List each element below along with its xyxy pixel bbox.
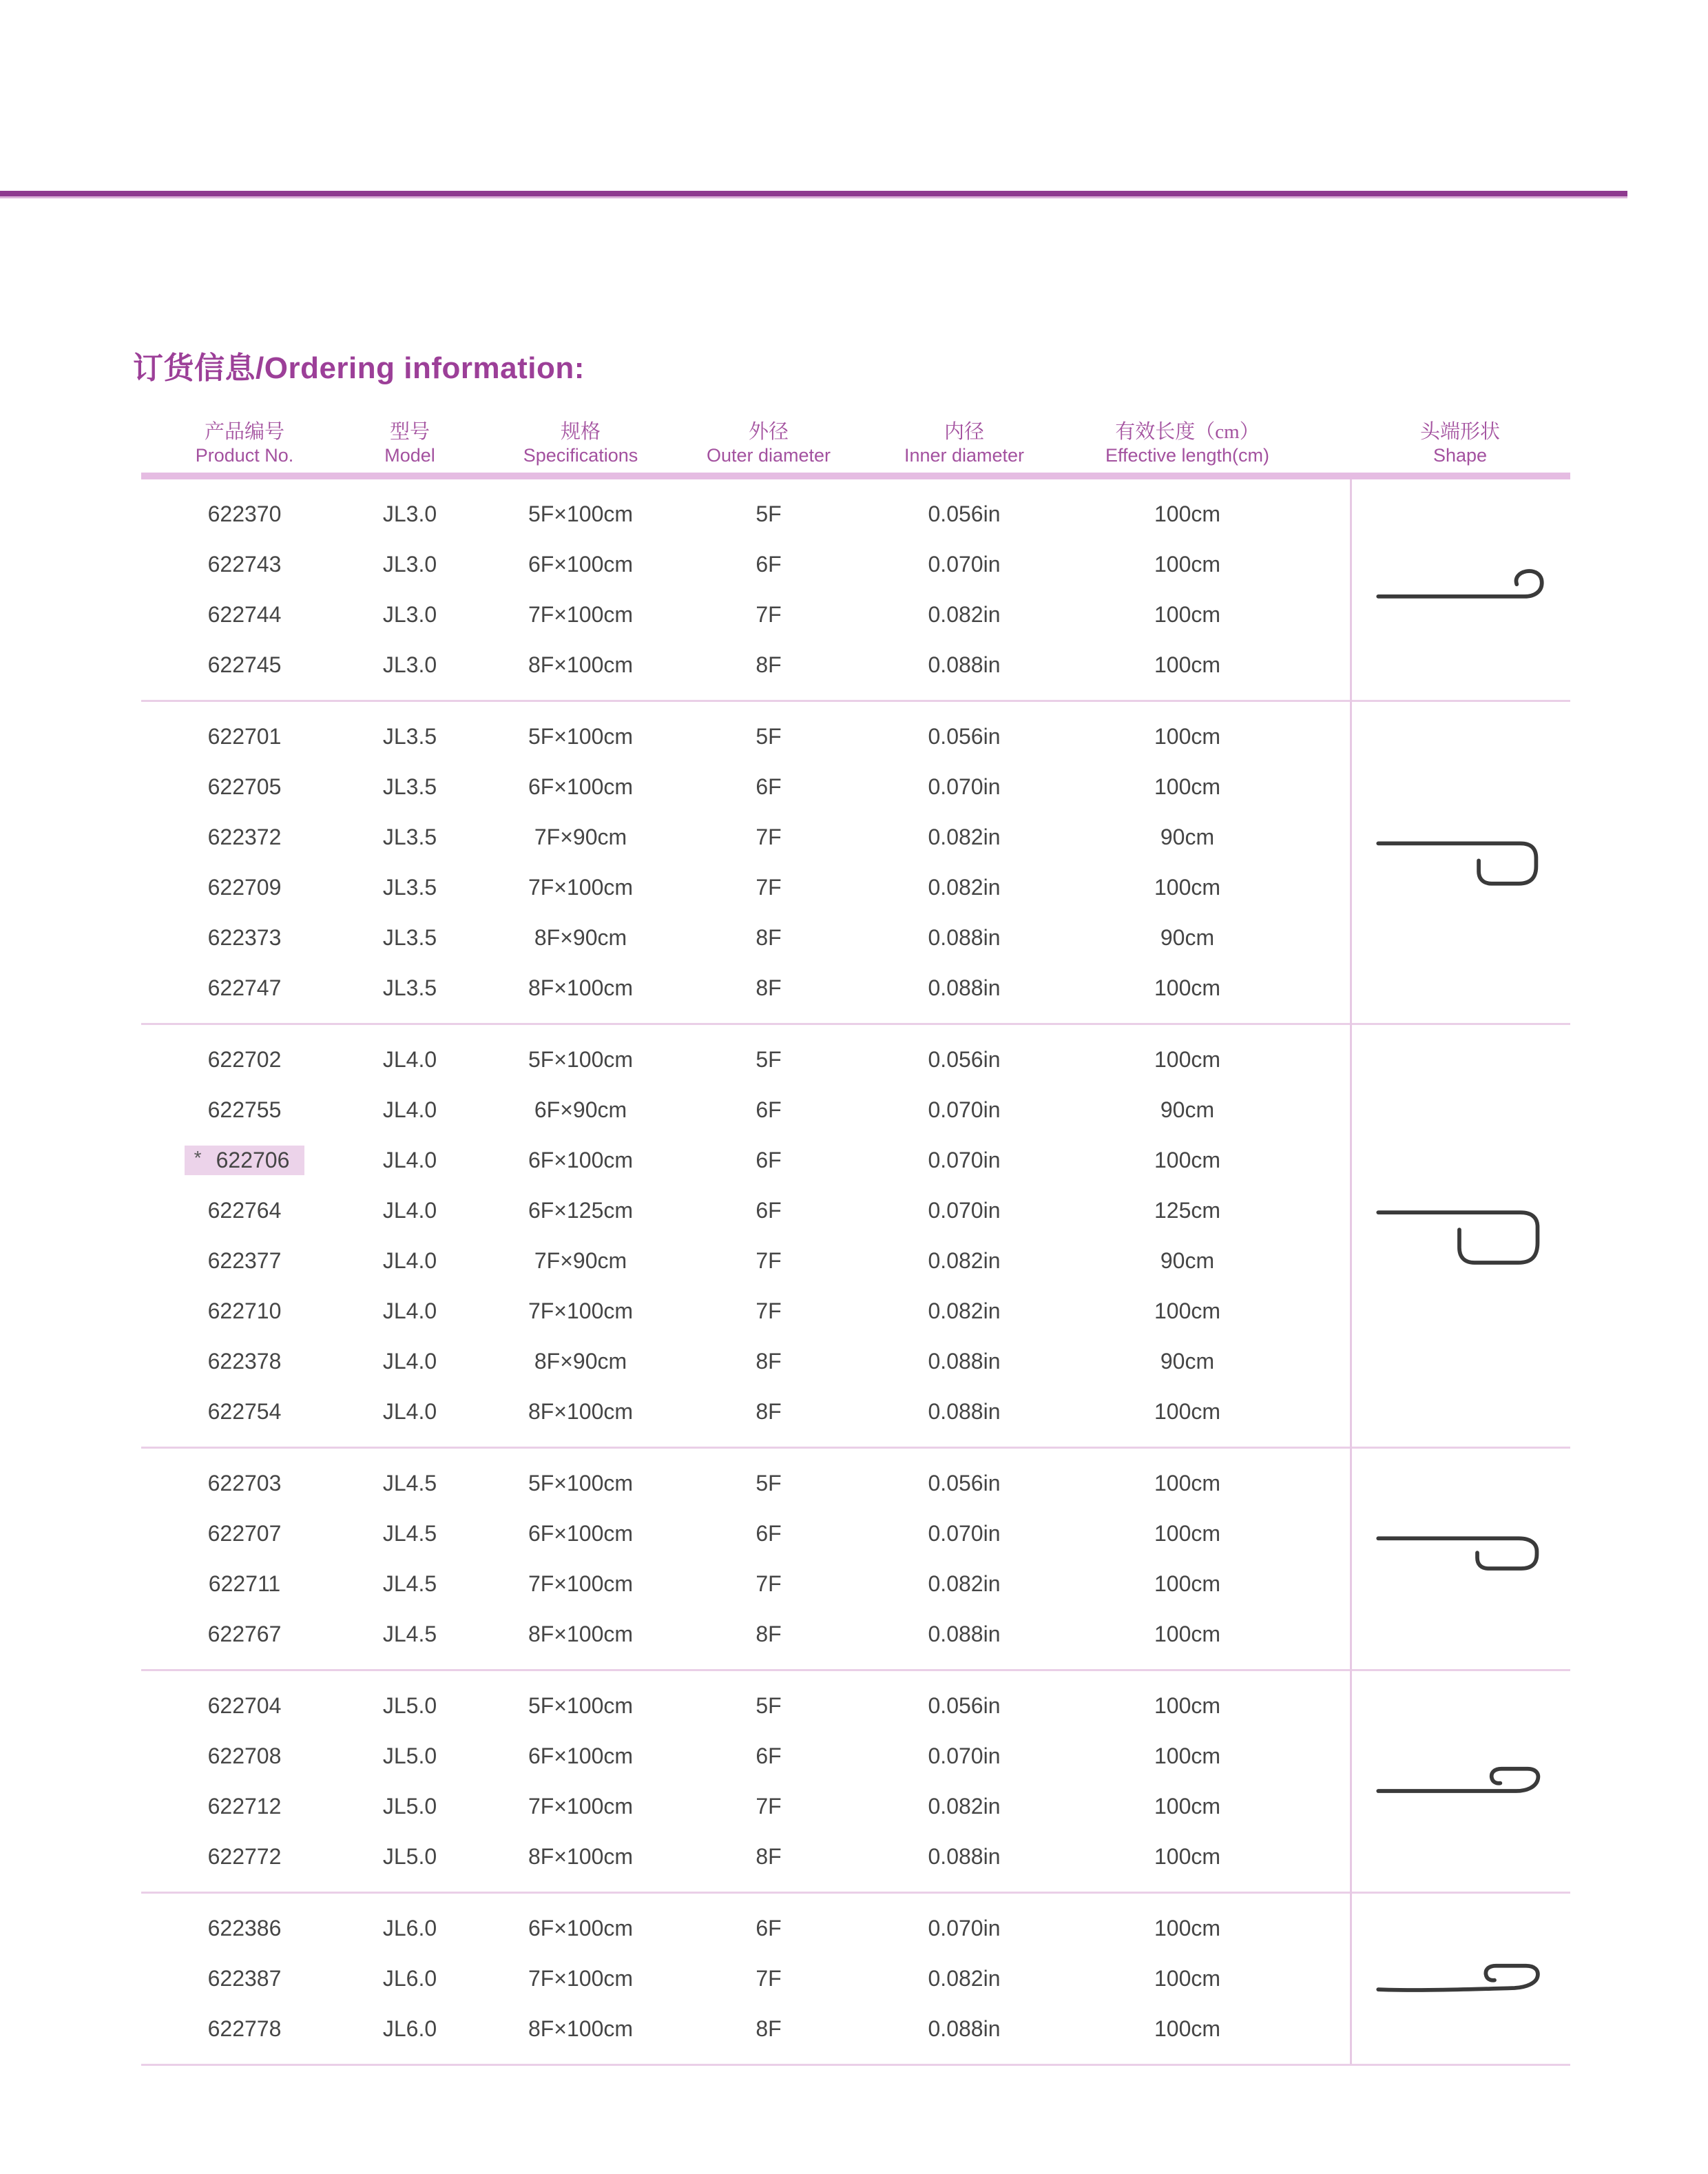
spec-cell: 5F×100cm — [528, 1693, 634, 1718]
model-cell: JL4.5 — [382, 1521, 437, 1546]
product-no-cell: 622747 — [207, 975, 282, 1000]
outer-diameter-cell: 7F — [756, 1248, 782, 1273]
product-no-cell: 622387 — [207, 1966, 282, 1991]
outer-diameter-cell: 8F — [756, 1622, 782, 1646]
product-no-cell: 622372 — [207, 825, 282, 849]
outer-diameter-cell: 7F — [756, 1794, 782, 1819]
spec-cell: 6F×100cm — [528, 1916, 634, 1940]
model-cell: JL6.0 — [382, 1966, 437, 1991]
product-no-cell: 622743 — [207, 552, 282, 577]
column-header-outer-diameter — [689, 420, 848, 473]
effective-length-cell: 100cm — [1154, 1693, 1221, 1718]
column-header-effective-length-en: Effective length(cm) — [1105, 445, 1270, 466]
outer-diameter-cell: 7F — [756, 1571, 782, 1596]
effective-length-cell: 100cm — [1154, 1794, 1221, 1819]
model-cell: JL3.0 — [382, 652, 437, 677]
product-no-cell: 622708 — [207, 1743, 282, 1768]
catheter-tip-shape-icon-loop-up-medium — [1350, 1894, 1570, 2064]
effective-length-cell: 90cm — [1160, 925, 1215, 950]
spec-cell: 7F×100cm — [528, 1571, 634, 1596]
effective-length-cell: 100cm — [1154, 1298, 1221, 1323]
effective-length-cell: 100cm — [1154, 1916, 1221, 1940]
inner-diameter-cell: 0.056in — [928, 1047, 1001, 1072]
product-no-cell: 622772 — [207, 1844, 282, 1869]
model-cell: JL3.5 — [382, 774, 437, 799]
spec-cell: 6F×100cm — [528, 774, 634, 799]
outer-diameter-cell: 6F — [756, 1521, 782, 1546]
highlighted-product-badge — [185, 1146, 305, 1175]
spec-cell: 7F×100cm — [528, 875, 634, 900]
effective-length-cell: 100cm — [1154, 1571, 1221, 1596]
spec-cell: 5F×100cm — [528, 1471, 634, 1495]
outer-diameter-cell: 6F — [756, 1916, 782, 1940]
effective-length-cell: 100cm — [1154, 1521, 1221, 1546]
column-header-outer-diameter-zh: 外径 — [748, 421, 789, 443]
outer-diameter-cell: 6F — [756, 1148, 782, 1172]
effective-length-cell: 90cm — [1160, 825, 1215, 849]
product-no-cell: 622703 — [207, 1471, 282, 1495]
model-cell: JL4.0 — [382, 1097, 437, 1122]
catheter-tip-shape-icon-loop-down-medium — [1350, 702, 1570, 1023]
model-cell: JL4.0 — [382, 1298, 437, 1323]
table-header-row — [0, 413, 1708, 473]
effective-length-cell: 90cm — [1160, 1349, 1215, 1374]
column-header-model — [348, 420, 472, 473]
product-no-cell: 622778 — [207, 2016, 282, 2041]
model-cell: JL6.0 — [382, 1916, 437, 1940]
inner-diameter-cell: 0.088in — [928, 652, 1001, 677]
product-no-cell: 622767 — [207, 1622, 282, 1646]
outer-diameter-cell: 8F — [756, 925, 782, 950]
outer-diameter-cell: 7F — [756, 875, 782, 900]
outer-diameter-cell: 6F — [756, 552, 782, 577]
inner-diameter-cell: 0.088in — [928, 2016, 1001, 2041]
product-no-cell: 622764 — [207, 1198, 282, 1223]
model-group-JL5.0 — [0, 1671, 1708, 1892]
header-underline — [141, 473, 1570, 479]
inner-diameter-cell: 0.088in — [928, 1399, 1001, 1424]
ordering-table — [0, 413, 1708, 2066]
column-header-specifications-zh: 规格 — [560, 421, 601, 443]
outer-diameter-cell: 6F — [756, 774, 782, 799]
model-cell: JL3.5 — [382, 825, 437, 849]
column-header-shape-en: Shape — [1433, 445, 1488, 466]
model-cell: JL4.0 — [382, 1198, 437, 1223]
model-cell: JL4.0 — [382, 1148, 437, 1172]
spec-cell: 6F×100cm — [528, 1521, 634, 1546]
inner-diameter-cell: 0.082in — [928, 1966, 1001, 1991]
column-header-product-no-en: Product No. — [195, 445, 294, 466]
model-cell: JL3.5 — [382, 975, 437, 1000]
effective-length-cell: 90cm — [1160, 1097, 1215, 1122]
product-no-cell — [141, 1146, 348, 1175]
outer-diameter-cell: 8F — [756, 2016, 782, 2041]
outer-diameter-cell: 7F — [756, 1966, 782, 1991]
outer-diameter-cell: 8F — [756, 975, 782, 1000]
inner-diameter-cell: 0.056in — [928, 501, 1001, 526]
product-no-cell: 622378 — [207, 1349, 282, 1374]
model-group-JL4.0 — [0, 1025, 1708, 1447]
inner-diameter-cell: 0.056in — [928, 1471, 1001, 1495]
column-header-effective-length — [1081, 420, 1294, 473]
model-group-JL3.5 — [0, 702, 1708, 1023]
outer-diameter-cell: 8F — [756, 1399, 782, 1424]
spec-cell: 5F×100cm — [528, 724, 634, 749]
inner-diameter-cell: 0.088in — [928, 1622, 1001, 1646]
outer-diameter-cell: 8F — [756, 652, 782, 677]
spec-cell: 8F×100cm — [528, 975, 634, 1000]
model-cell: JL6.0 — [382, 2016, 437, 2041]
effective-length-cell: 100cm — [1154, 501, 1221, 526]
product-no-cell: 622707 — [207, 1521, 282, 1546]
model-cell: JL4.0 — [382, 1349, 437, 1374]
spec-cell: 6F×125cm — [528, 1198, 634, 1223]
model-cell: JL5.0 — [382, 1794, 437, 1819]
effective-length-cell: 100cm — [1154, 652, 1221, 677]
model-cell: JL4.5 — [382, 1571, 437, 1596]
outer-diameter-cell: 7F — [756, 825, 782, 849]
spec-cell: 6F×100cm — [528, 552, 634, 577]
column-header-inner-diameter-zh: 内径 — [944, 421, 984, 443]
inner-diameter-cell: 0.082in — [928, 1298, 1001, 1323]
asterisk-marker: * — [194, 1147, 202, 1168]
spec-cell: 7F×100cm — [528, 602, 634, 627]
model-cell: JL3.0 — [382, 501, 437, 526]
effective-length-cell: 100cm — [1154, 2016, 1221, 2041]
spec-cell: 8F×100cm — [528, 1399, 634, 1424]
model-cell: JL3.0 — [382, 552, 437, 577]
column-header-effective-length-zh: 有效长度（cm） — [1115, 421, 1260, 443]
column-header-outer-diameter-en: Outer diameter — [706, 445, 831, 466]
spec-cell: 7F×100cm — [528, 1298, 634, 1323]
spec-cell: 8F×100cm — [528, 1622, 634, 1646]
inner-diameter-cell: 0.082in — [928, 1248, 1001, 1273]
inner-diameter-cell: 0.082in — [928, 602, 1001, 627]
product-no-cell: 622705 — [207, 774, 282, 799]
model-cell: JL4.5 — [382, 1622, 437, 1646]
model-cell: JL4.0 — [382, 1047, 437, 1072]
outer-diameter-cell: 7F — [756, 602, 782, 627]
top-divider-rule — [0, 191, 1627, 198]
column-header-inner-diameter-en: Inner diameter — [904, 445, 1025, 466]
spec-cell: 6F×90cm — [534, 1097, 627, 1122]
catheter-tip-shape-icon-loop-up-small — [1350, 1671, 1570, 1892]
model-group-JL4.5 — [0, 1449, 1708, 1669]
effective-length-cell: 100cm — [1154, 1743, 1221, 1768]
product-no-cell: 622386 — [207, 1916, 282, 1940]
model-cell: JL4.0 — [382, 1399, 437, 1424]
inner-diameter-cell: 0.082in — [928, 1571, 1001, 1596]
outer-diameter-cell: 5F — [756, 1471, 782, 1495]
inner-diameter-cell: 0.056in — [928, 1693, 1001, 1718]
column-header-specifications-en: Specifications — [523, 445, 638, 466]
effective-length-cell: 100cm — [1154, 552, 1221, 577]
model-cell: JL5.0 — [382, 1743, 437, 1768]
spec-cell: 8F×100cm — [528, 652, 634, 677]
model-group-JL3.0 — [0, 479, 1708, 700]
effective-length-cell: 100cm — [1154, 1047, 1221, 1072]
product-no-cell: 622755 — [207, 1097, 282, 1122]
inner-diameter-cell: 0.070in — [928, 1916, 1001, 1940]
outer-diameter-cell: 6F — [756, 1097, 782, 1122]
product-no-cell: 622702 — [207, 1047, 282, 1072]
inner-diameter-cell: 0.082in — [928, 825, 1001, 849]
table-body — [0, 479, 1708, 2066]
product-no-cell: 622744 — [207, 602, 282, 627]
model-cell: JL3.5 — [382, 724, 437, 749]
product-no-value: 622706 — [216, 1148, 290, 1172]
inner-diameter-cell: 0.088in — [928, 975, 1001, 1000]
effective-length-cell: 100cm — [1154, 602, 1221, 627]
inner-diameter-cell: 0.070in — [928, 1521, 1001, 1546]
effective-length-cell: 100cm — [1154, 1399, 1221, 1424]
spec-cell: 8F×100cm — [528, 1844, 634, 1869]
effective-length-cell: 100cm — [1154, 774, 1221, 799]
catheter-tip-shape-icon-loop-down-long-flat — [1350, 1449, 1570, 1669]
catheter-tip-shape-icon-tip-hook-up-small — [1350, 479, 1570, 700]
effective-length-cell: 100cm — [1154, 975, 1221, 1000]
inner-diameter-cell: 0.070in — [928, 774, 1001, 799]
effective-length-cell: 100cm — [1154, 724, 1221, 749]
product-no-cell: 622701 — [207, 724, 282, 749]
spec-cell: 5F×100cm — [528, 1047, 634, 1072]
shape-column-divider — [1350, 479, 1352, 2064]
model-cell: JL5.0 — [382, 1844, 437, 1869]
group-separator-line — [141, 2064, 1570, 2066]
spec-cell: 7F×100cm — [528, 1794, 634, 1819]
effective-length-cell: 100cm — [1154, 1148, 1221, 1172]
inner-diameter-cell: 0.088in — [928, 1844, 1001, 1869]
spec-cell: 8F×90cm — [534, 1349, 627, 1374]
spec-cell: 7F×90cm — [534, 1248, 627, 1273]
product-no-cell: 622704 — [207, 1693, 282, 1718]
outer-diameter-cell: 5F — [756, 1693, 782, 1718]
spec-cell: 7F×100cm — [528, 1966, 634, 1991]
model-cell: JL4.0 — [382, 1248, 437, 1273]
outer-diameter-cell: 8F — [756, 1349, 782, 1374]
effective-length-cell: 100cm — [1154, 1844, 1221, 1869]
spec-cell: 5F×100cm — [528, 501, 634, 526]
model-cell: JL3.5 — [382, 925, 437, 950]
inner-diameter-cell: 0.088in — [928, 925, 1001, 950]
product-no-cell: 622711 — [208, 1571, 281, 1596]
inner-diameter-cell: 0.070in — [928, 1148, 1001, 1172]
column-header-shape — [1350, 420, 1570, 473]
outer-diameter-cell: 6F — [756, 1198, 782, 1223]
product-no-cell: 622377 — [207, 1248, 282, 1273]
product-no-cell: 622712 — [207, 1794, 282, 1819]
product-no-cell: 622745 — [207, 652, 282, 677]
effective-length-cell: 90cm — [1160, 1248, 1215, 1273]
model-cell: JL3.5 — [382, 875, 437, 900]
inner-diameter-cell: 0.070in — [928, 1743, 1001, 1768]
outer-diameter-cell: 8F — [756, 1844, 782, 1869]
inner-diameter-cell: 0.056in — [928, 724, 1001, 749]
catheter-tip-shape-icon-loop-down-large — [1350, 1025, 1570, 1447]
product-no-cell: 622754 — [207, 1399, 282, 1424]
outer-diameter-cell: 7F — [756, 1298, 782, 1323]
model-cell: JL4.5 — [382, 1471, 437, 1495]
column-header-inner-diameter — [848, 420, 1081, 473]
column-header-shape-zh: 头端形状 — [1419, 421, 1500, 443]
outer-diameter-cell: 5F — [756, 724, 782, 749]
column-header-model-en: Model — [384, 445, 435, 466]
outer-diameter-cell: 5F — [756, 501, 782, 526]
inner-diameter-cell: 0.088in — [928, 1349, 1001, 1374]
product-no-cell: 622373 — [207, 925, 282, 950]
product-no-cell: 622709 — [207, 875, 282, 900]
model-cell: JL3.0 — [382, 602, 437, 627]
spec-cell: 6F×100cm — [528, 1743, 634, 1768]
effective-length-cell: 100cm — [1154, 1471, 1221, 1495]
inner-diameter-cell: 0.082in — [928, 875, 1001, 900]
spec-cell: 6F×100cm — [528, 1148, 634, 1172]
outer-diameter-cell: 6F — [756, 1743, 782, 1768]
product-no-cell: 622710 — [207, 1298, 282, 1323]
page-title: 订货信息/Ordering information: — [133, 351, 585, 385]
column-header-specifications — [472, 420, 689, 473]
inner-diameter-cell: 0.070in — [928, 552, 1001, 577]
effective-length-cell: 125cm — [1154, 1198, 1221, 1223]
inner-diameter-cell: 0.082in — [928, 1794, 1001, 1819]
effective-length-cell: 100cm — [1154, 1966, 1221, 1991]
model-group-JL6.0 — [0, 1894, 1708, 2064]
effective-length-cell: 100cm — [1154, 1622, 1221, 1646]
product-no-cell: 622370 — [207, 501, 282, 526]
effective-length-cell: 100cm — [1154, 875, 1221, 900]
spec-cell: 8F×90cm — [534, 925, 627, 950]
model-cell: JL5.0 — [382, 1693, 437, 1718]
column-header-product-no — [141, 420, 348, 473]
outer-diameter-cell: 5F — [756, 1047, 782, 1072]
column-header-model-zh: 型号 — [389, 421, 430, 443]
spec-cell: 8F×100cm — [528, 2016, 634, 2041]
column-header-product-no-zh: 产品编号 — [204, 421, 284, 443]
spec-cell: 7F×90cm — [534, 825, 627, 849]
inner-diameter-cell: 0.070in — [928, 1198, 1001, 1223]
inner-diameter-cell: 0.070in — [928, 1097, 1001, 1122]
